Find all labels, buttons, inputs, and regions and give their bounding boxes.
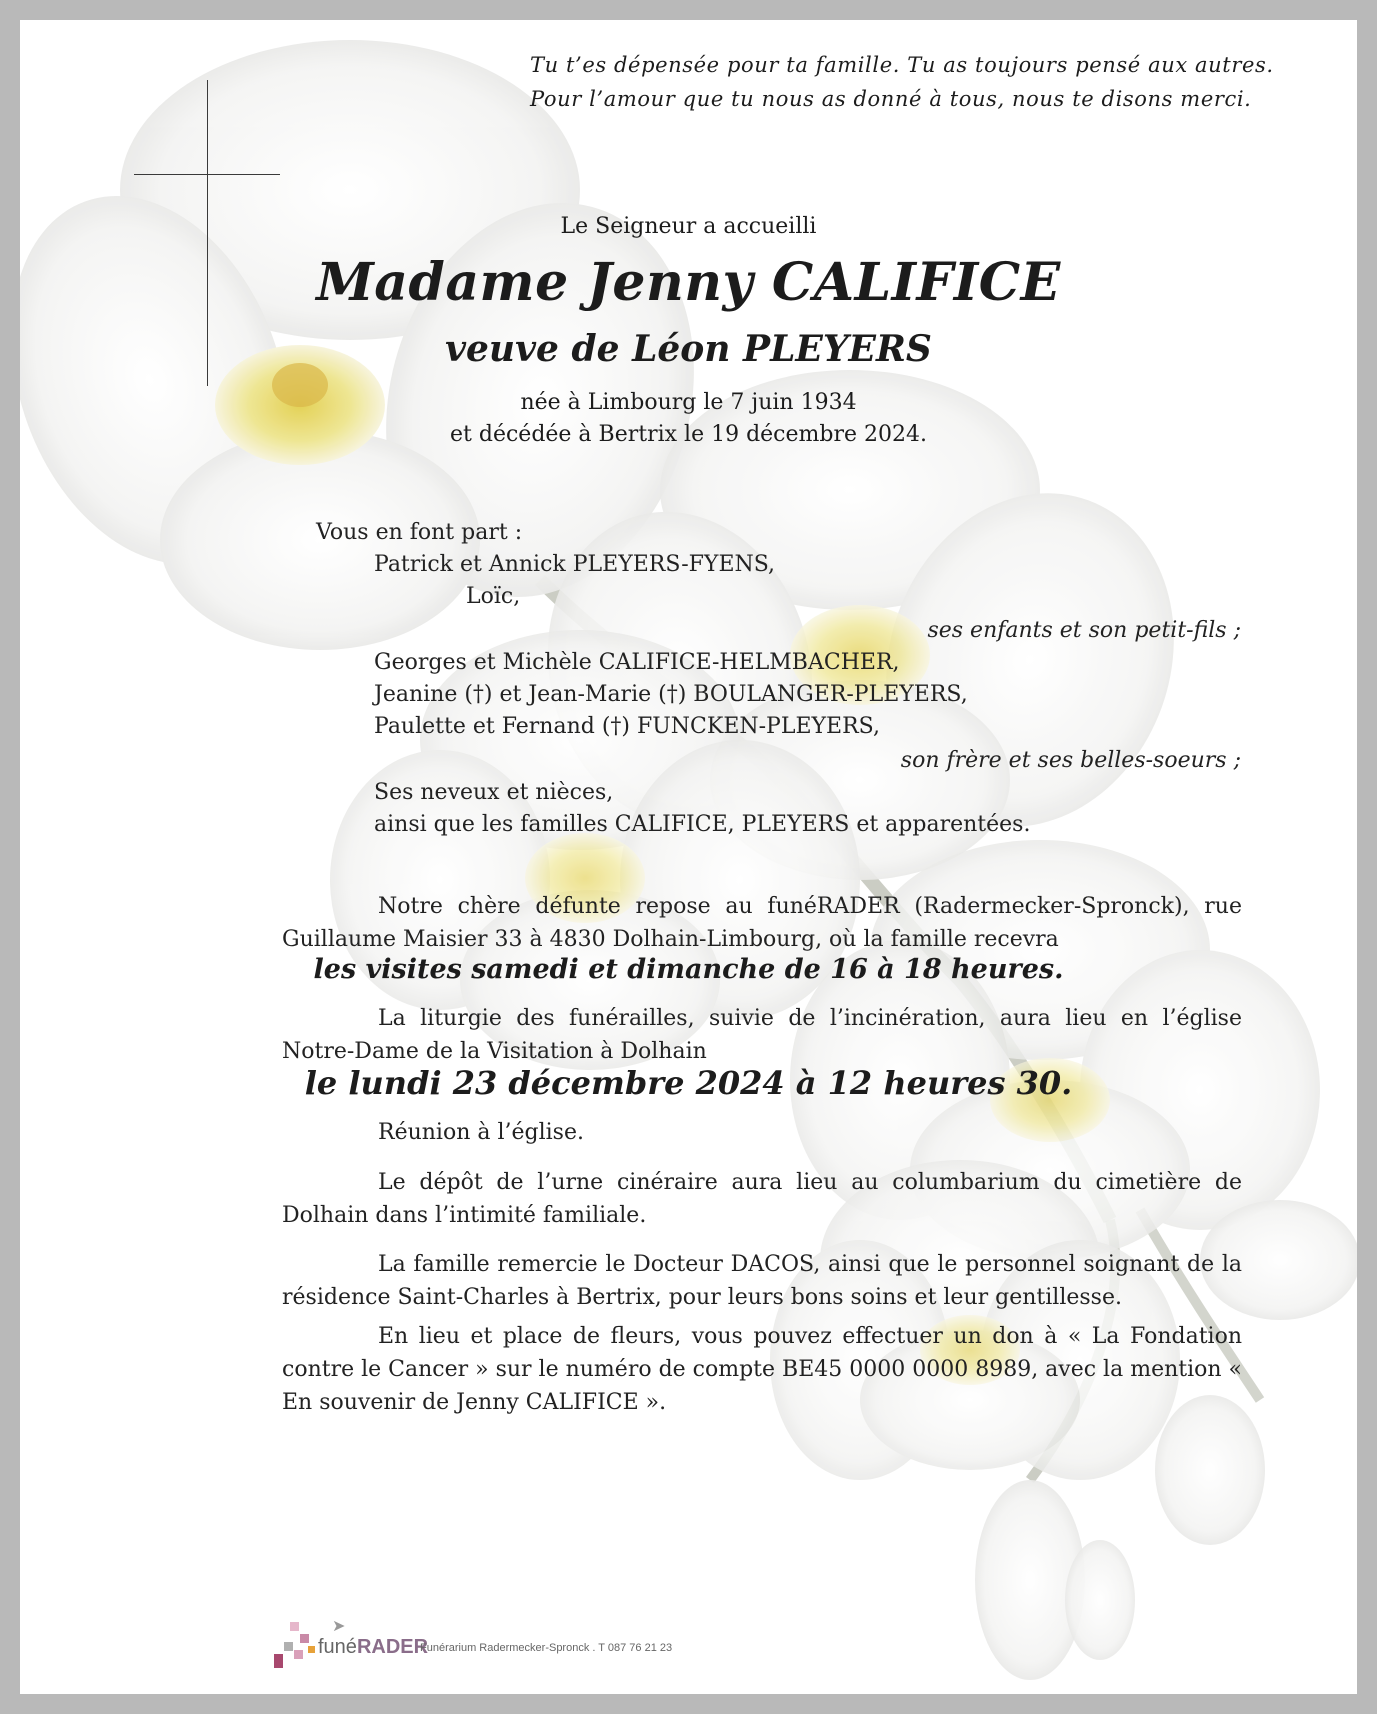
- liturgy-text: La liturgie des funérailles, suivie de l’incinération, aura lieu en l’église Notre-Dame de la Visitation à Dolhain: [282, 1006, 1242, 1064]
- visits-text: les visites samedi et dimanche de 16 à 18 heures.: [313, 954, 1064, 985]
- siblings-role: son frère et ses belles-soeurs ;: [900, 748, 1241, 773]
- meeting-text: Réunion à l’église.: [378, 1120, 584, 1145]
- birth-line: née à Limbourg le 7 juin 1934: [520, 390, 857, 415]
- thanks-text: La famille remercie le Docteur DACOS, ainsi que le personnel soignant de la résidence Saint-Charles à Bertrix, pour leurs bons soins et leur gentillesse.: [282, 1252, 1242, 1310]
- death-line: et décédée à Bertrix le 19 décembre 2024.: [450, 422, 927, 447]
- obituary-card: [20, 20, 1357, 1694]
- thanks-paragraph: [282, 1248, 1242, 1314]
- quote-line-1: Tu t’es dépensée pour ta famille. Tu as toujours pensé aux autres.: [530, 53, 1274, 77]
- children-line-1: Patrick et Annick PLEYERS-FYENS,: [374, 552, 776, 577]
- rest-paragraph: [282, 890, 1242, 956]
- logo-brand: funéRADER: [318, 1636, 429, 1658]
- deceased-name: Madame Jenny CALIFICE: [316, 252, 1061, 313]
- funerader-logo: [274, 1616, 694, 1672]
- widow-of: veuve de Léon PLEYERS: [445, 328, 932, 370]
- siblings-line-1: Georges et Michèle CALIFICE-HELMBACHER,: [374, 650, 900, 675]
- others-line-2: ainsi que les familles CALIFICE, PLEYERS et apparentées.: [374, 812, 1031, 837]
- children-role: ses enfants et son petit-fils ;: [927, 618, 1241, 643]
- meeting-paragraph: [282, 1116, 1242, 1149]
- cross-icon-bar: [134, 174, 280, 175]
- intro-text: Le Seigneur a accueilli: [560, 214, 817, 239]
- quote-line-2: Pour l’amour que tu nous as donné à tous, nous te disons merci.: [530, 87, 1252, 111]
- urn-paragraph: [282, 1166, 1242, 1232]
- others-line-1: Ses neveux et nièces,: [374, 780, 614, 805]
- logo-subtitle: Funérarium Radermecker-Spronck . T 087 76 21 23: [420, 1642, 673, 1654]
- siblings-line-2: Jeanine (†) et Jean-Marie (†) BOULANGER-PLEYERS,: [374, 682, 968, 707]
- donation-text: En lieu et place de fleurs, vous pouvez effectuer un don à « La Fondation contre le Cancer » sur le numéro de compte BE45 0000 0000 8989, avec la mention « En souvenir de Jenny CALIFICE ».: [282, 1324, 1242, 1415]
- rest-text: Notre chère défunte repose au funéRADER (Radermecker-Spronck), rue Guillaume Maisier 33 à 4830 Dolhain-Limbourg, où la famille recevra: [282, 894, 1242, 952]
- urn-text: Le dépôt de l’urne cinéraire aura lieu au columbarium du cimetière de Dolhain dans l’intimité familiale.: [282, 1170, 1242, 1228]
- bird-icon: ➤: [332, 1616, 346, 1635]
- siblings-line-3: Paulette et Fernand (†) FUNCKEN-PLEYERS,: [374, 714, 880, 739]
- children-line-2: Loïc,: [466, 584, 521, 609]
- liturgy-date: le lundi 23 décembre 2024 à 12 heures 30.: [304, 1064, 1073, 1102]
- announce-text: Vous en font part :: [316, 520, 523, 545]
- liturgy-paragraph: [282, 1002, 1242, 1068]
- donation-paragraph: [282, 1320, 1242, 1419]
